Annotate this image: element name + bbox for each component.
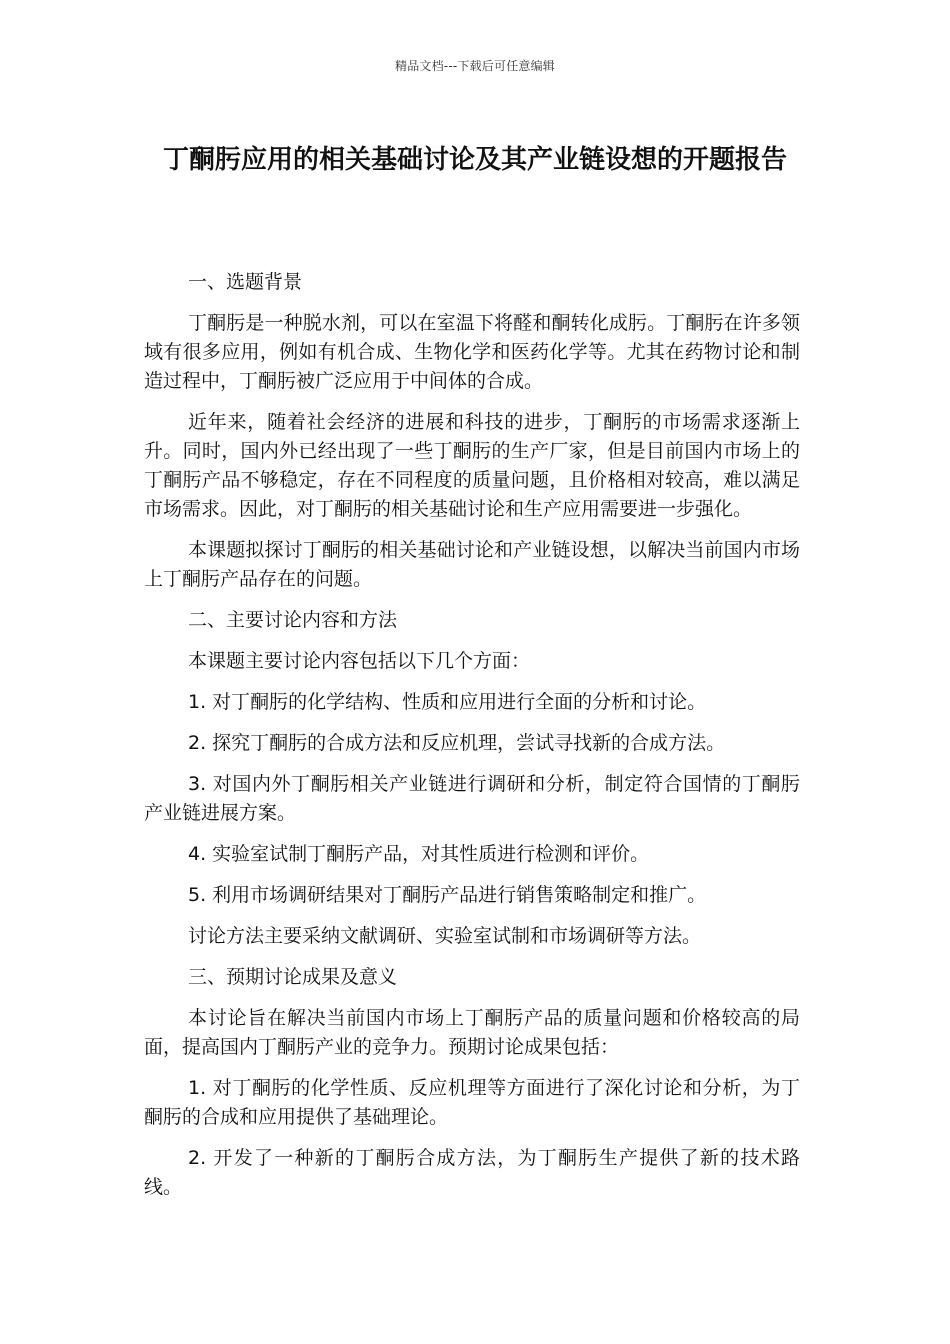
section-heading-expected-results: 三、预期讨论成果及意义 [188, 966, 398, 988]
list-item: 2. 探究丁酮肟的合成方法和反应机理，尝试寻找新的合成方法。 [188, 732, 726, 754]
paragraph: 本课题拟探讨丁酮肟的相关基础讨论和产业链设想，以解决当前国内市场上丁酮肟产品存在的问题。 [144, 539, 800, 590]
list-item: 1. 对丁酮肟的化学结构、性质和应用进行全面的分析和讨论。 [188, 691, 707, 713]
paragraph: 讨论方法主要采纳文献调研、实验室试制和市场调研等方法。 [188, 925, 702, 947]
list-item: 3. 对国内外丁酮肟相关产业链进行调研和分析，制定符合国情的丁酮肟产业链进展方案。 [144, 773, 800, 824]
paragraph: 本讨论旨在解决当前国内市场上丁酮肟产品的质量问题和价格较高的局面，提高国内丁酮肟产业的竞争力。预期讨论成果包括： [144, 1007, 800, 1058]
paragraph: 近年来，随着社会经济的进展和科技的进步，丁酮肟的市场需求逐渐上升。同时，国内外已经出现了一些丁酮肟的生产厂家，但是目前国内市场上的丁酮肟产品不够稳定，存在不同程度的质量问题，且价格相对较高，难以满足市场需求。因此，对丁酮肟的相关基础讨论和生产应用需要进一步强化。 [144, 411, 800, 520]
document-title: 丁酮肟应用的相关基础讨论及其产业链设想的开题报告 [162, 145, 787, 175]
list-item: 2. 开发了一种新的丁酮肟合成方法，为丁酮肟生产提供了新的技术路线。 [144, 1147, 800, 1198]
section-heading-content-methods: 二、主要讨论内容和方法 [188, 609, 398, 631]
list-item: 5. 利用市场调研结果对丁酮肟产品进行销售策略制定和推广。 [188, 884, 707, 906]
paragraph: 丁酮肟是一种脱水剂，可以在室温下将醛和酮转化成肟。丁酮肟在许多领域有很多应用，例如有机合成、生物化学和医药化学等。尤其在药物讨论和制造过程中，丁酮肟被广泛应用于中间体的合成。 [144, 312, 800, 392]
list-item: 1. 对丁酮肟的化学性质、反应机理等方面进行了深化讨论和分析，为丁酮肟的合成和应用提供了基础理论。 [144, 1077, 800, 1128]
section-heading-background: 一、选题背景 [188, 271, 303, 293]
paragraph: 本课题主要讨论内容包括以下几个方面： [188, 650, 531, 672]
list-item: 4. 实验室试制丁酮肟产品，对其性质进行检测和评价。 [188, 843, 650, 865]
header-note: 精品文档---下载后可任意编辑 [395, 59, 555, 73]
document-body [144, 268, 800, 1214]
